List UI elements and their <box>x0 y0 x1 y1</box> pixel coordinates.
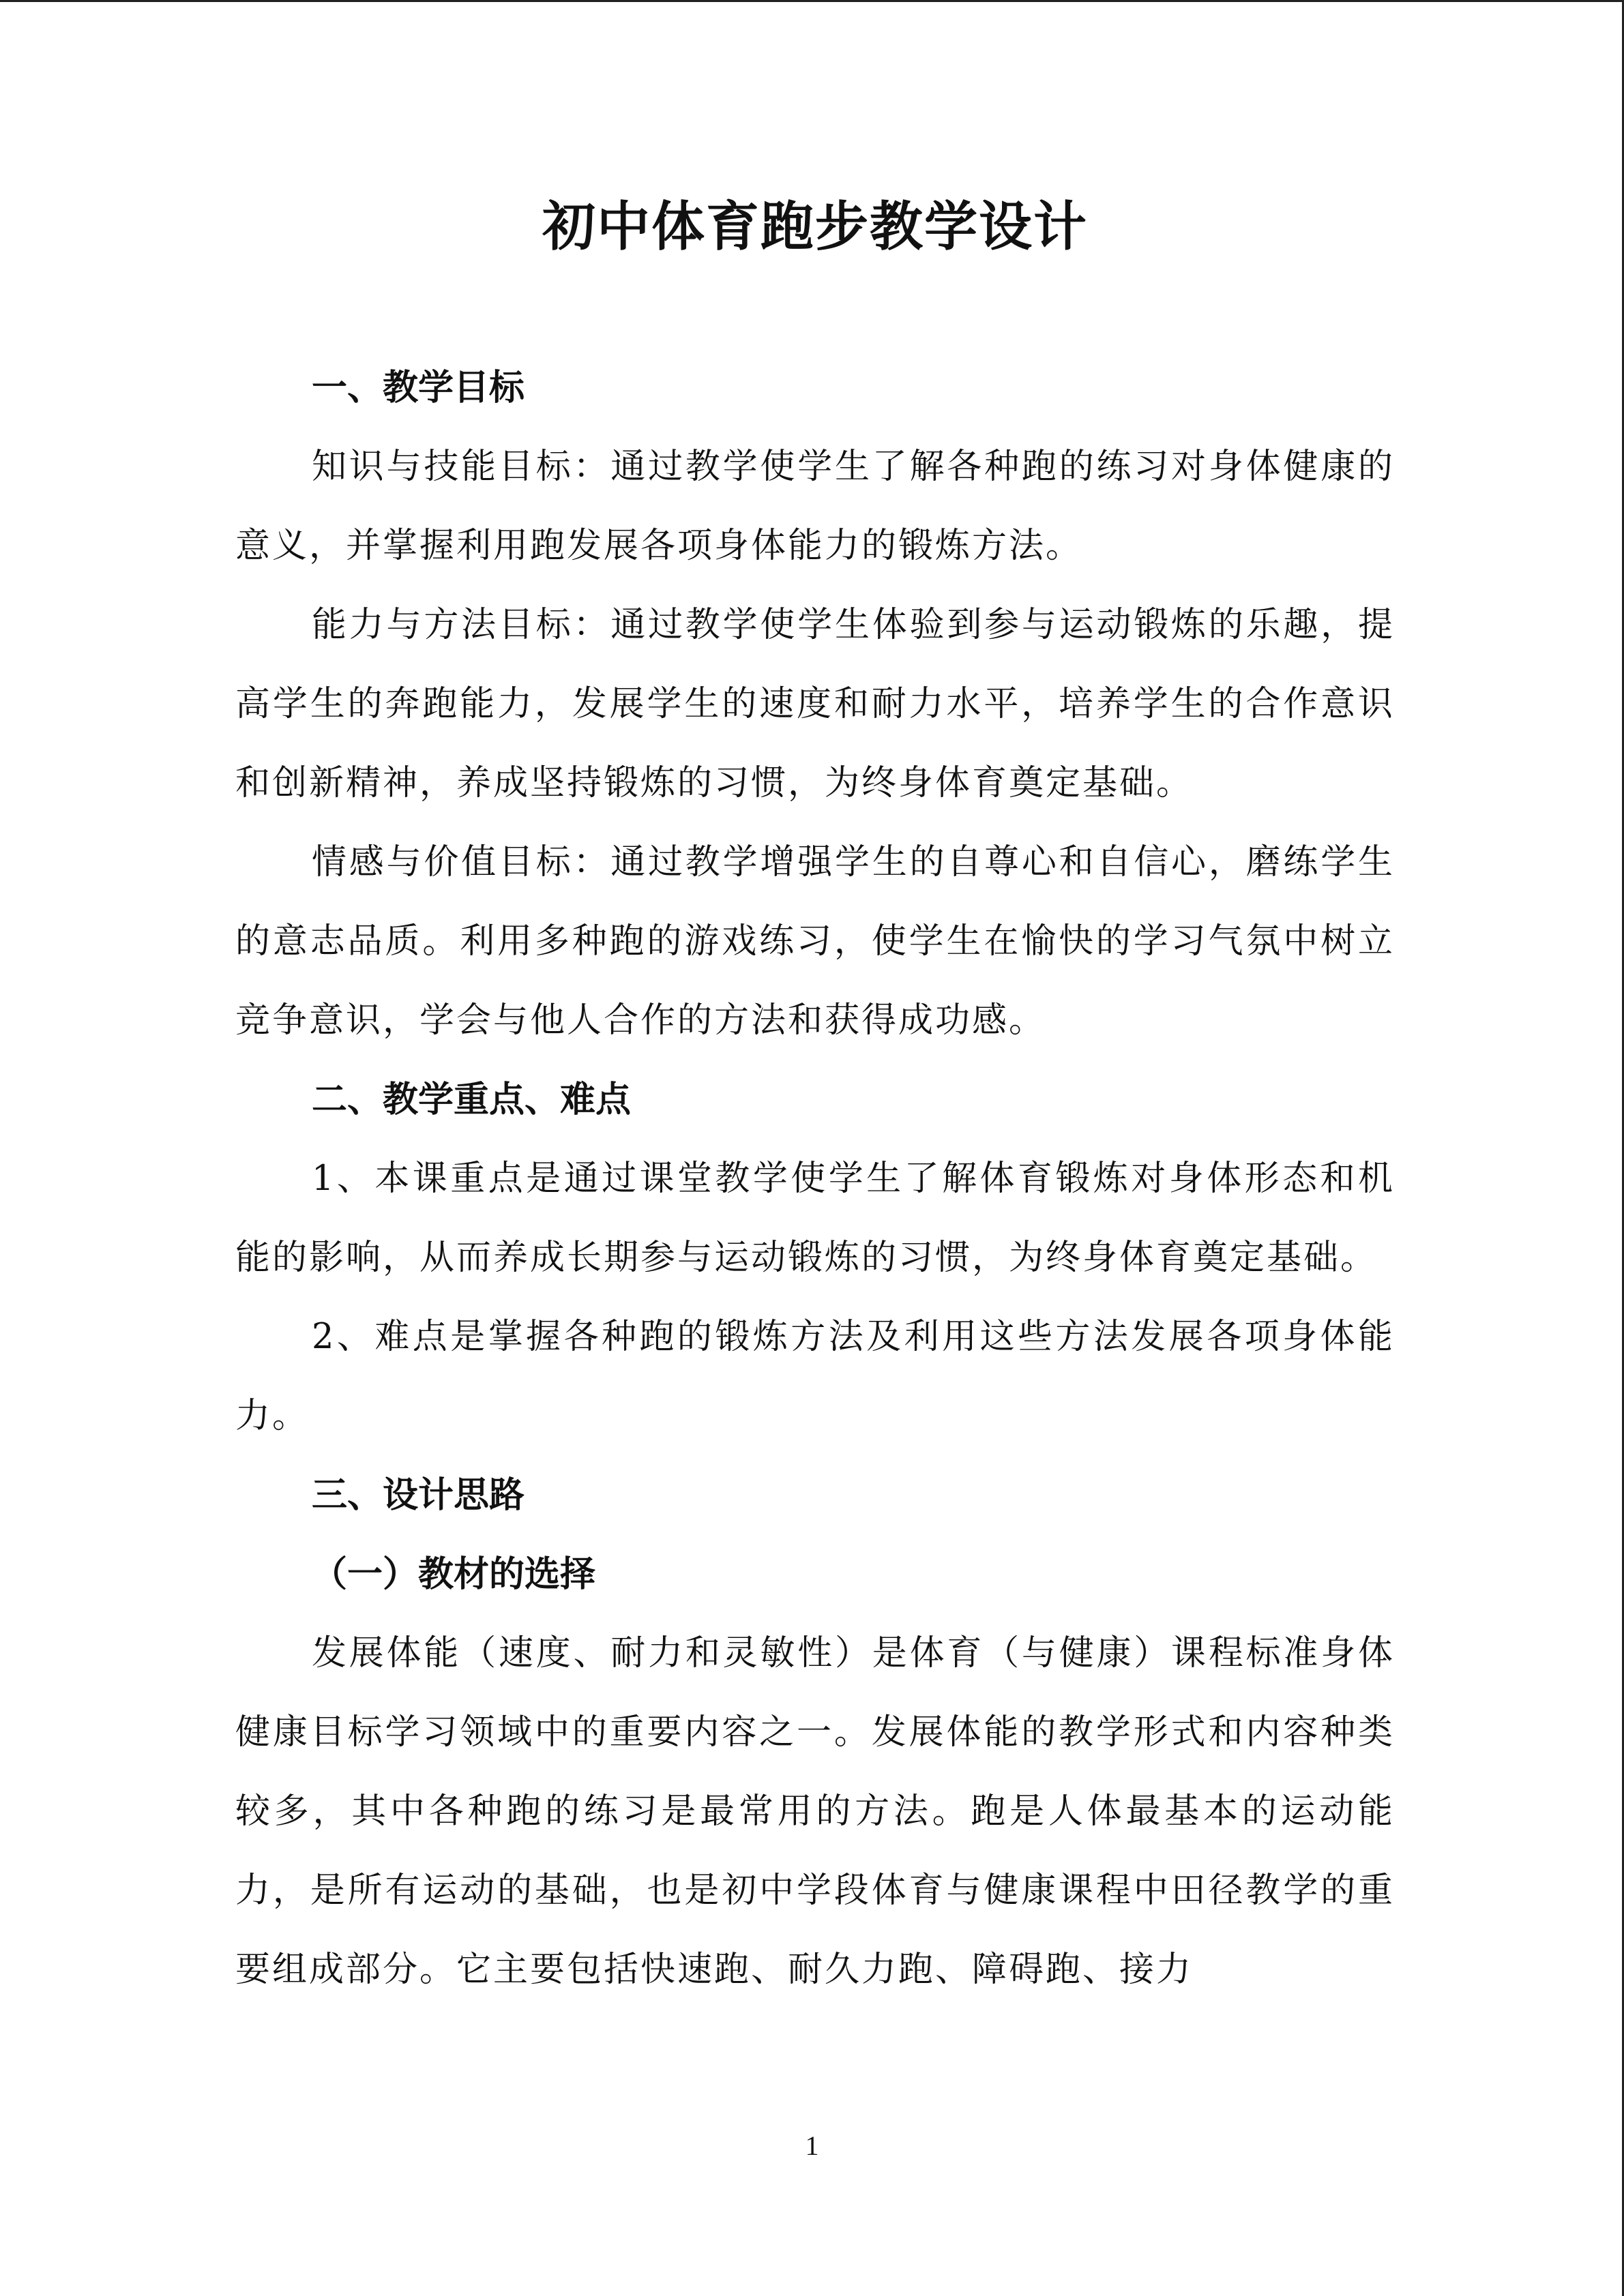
section-heading-objectives: 一、教学目标 <box>312 368 525 408</box>
paragraph-ability-methods: 能力与方法目标：通过教学使学生体验到参与运动锻炼的乐趣，提高学生的奔跑能力，发展学生的速度和耐力水平，培养学生的合作意识和创新精神，养成坚持锻炼的习惯，为终身体育奠定基础。 <box>235 605 1395 803</box>
section-heading-design: 三、设计思路 <box>312 1475 525 1516</box>
document-title: 初中体育跑步教学设计 <box>542 196 1088 258</box>
paragraph-emotion-values: 情感与价值目标：通过教学增强学生的自尊心和自信心，磨练学生的意志品质。利用多种跑的游戏练习，使学生在愉快的学习气氛中树立竞争意识，学会与他人合作的方法和获得成功感。 <box>235 842 1395 1041</box>
paragraph-knowledge-skills: 知识与技能目标：通过教学使学生了解各种跑的练习对身体健康的意义，并掌握利用跑发展各项身体能力的锻炼方法。 <box>235 447 1395 566</box>
document-body <box>235 186 1395 2010</box>
paragraph-difficulty: 2、难点是掌握各种跑的锻炼方法及利用这些方法发展各项身体能力。 <box>235 1317 1395 1436</box>
paragraph-key-point: 1、本课重点是通过课堂教学使学生了解体育锻炼对身体形态和机能的影响，从而养成长期参与运动锻炼的习惯，为终身体育奠定基础。 <box>235 1159 1395 1278</box>
paragraph-material: 发展体能（速度、耐力和灵敏性）是体育（与健康）课程标准身体健康目标学习领域中的重要内容之一。发展体能的教学形式和内容种类较多，其中各种跑的练习是最常用的方法。跑是人体最基本的运动能力，是所有运动的基础，也是初中学段体育与健康课程中田径教学的重要组成部分。它主要包括快速跑、耐久力跑、障碍跑、接力 <box>235 1633 1395 1990</box>
section-heading-key-points: 二、教学重点、难点 <box>312 1079 632 1120</box>
page-number: 1 <box>805 2130 819 2161</box>
subsection-heading-material: （一）教材的选择 <box>312 1554 596 1595</box>
